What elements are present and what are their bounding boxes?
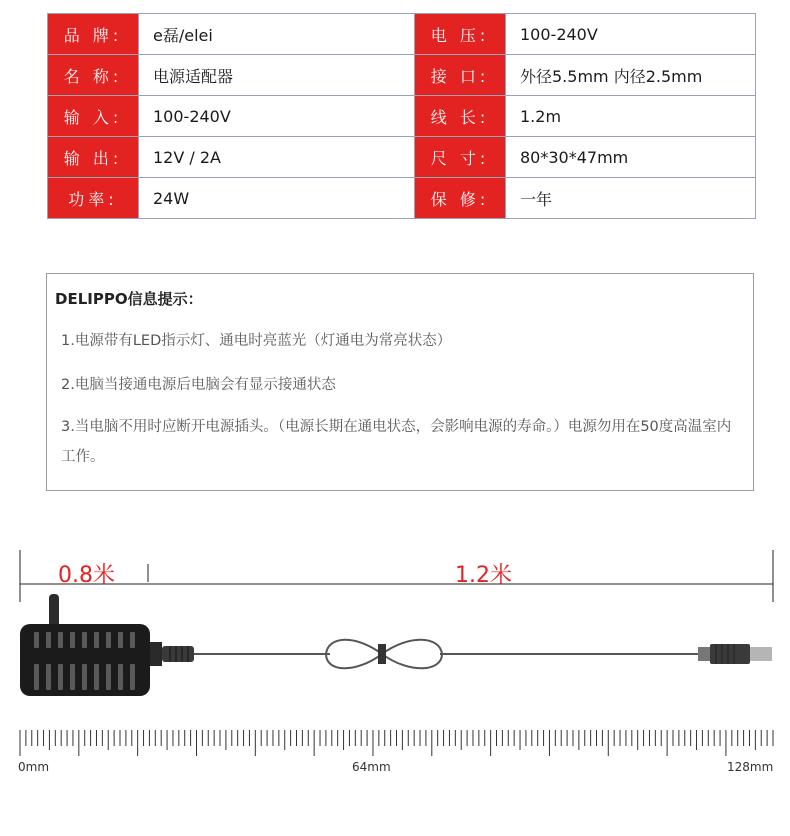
spec-value: 外径5.5mm 内径2.5mm [506,55,756,96]
spec-value: 一年 [506,178,756,219]
spec-table [47,13,756,219]
spec-label: 电 压: [415,14,506,55]
spec-label: 输 出: [48,137,139,178]
info-line-1: 1.电源带有LED指示灯、通电时亮蓝光（灯通电为常亮状态） [61,333,452,349]
spec-label: 尺 寸: [415,137,506,178]
spec-value: 24W [139,178,415,219]
ruler-label-0: 0mm [18,760,50,774]
info-line-3: 3.当电脑不用时应断开电源插头。（电源长期在通电状态，会影响电源的寿命。）电源勿用在50度高温室内工作。 [61,419,732,465]
info-title: DELIPPO信息提示： [55,290,203,308]
spec-value: 1.2m [506,96,756,137]
info-line-2: 2.电脑当接通电源后电脑会有显示接通状态 [61,377,336,393]
left-length-label: 0.8米 [58,563,115,588]
spec-label: 线 长: [415,96,506,137]
spec-value: 100-240V [506,14,756,55]
info-box [46,273,754,491]
spec-value: e磊/elei [139,14,415,55]
right-length-label: 1.2米 [455,563,512,588]
spec-label: 名 称: [48,55,139,96]
spec-row [48,55,756,96]
spec-label: 接 口: [415,55,506,96]
adapter-illustration [0,540,790,836]
spec-row [48,137,756,178]
spec-label: 输 入: [48,96,139,137]
ruler-label-128: 128mm [727,760,774,774]
spec-row [48,178,756,219]
spec-value: 12V / 2A [139,137,415,178]
spec-value: 80*30*47mm [506,137,756,178]
spec-label: 品 牌: [48,14,139,55]
ruler-label-64: 64mm [352,760,391,774]
spec-value: 电源适配器 [139,55,415,96]
spec-row [48,14,756,55]
spec-label: 功率: [48,178,139,219]
spec-row [48,96,756,137]
spec-label: 保 修: [415,178,506,219]
product-diagram [0,540,790,836]
spec-value: 100-240V [139,96,415,137]
